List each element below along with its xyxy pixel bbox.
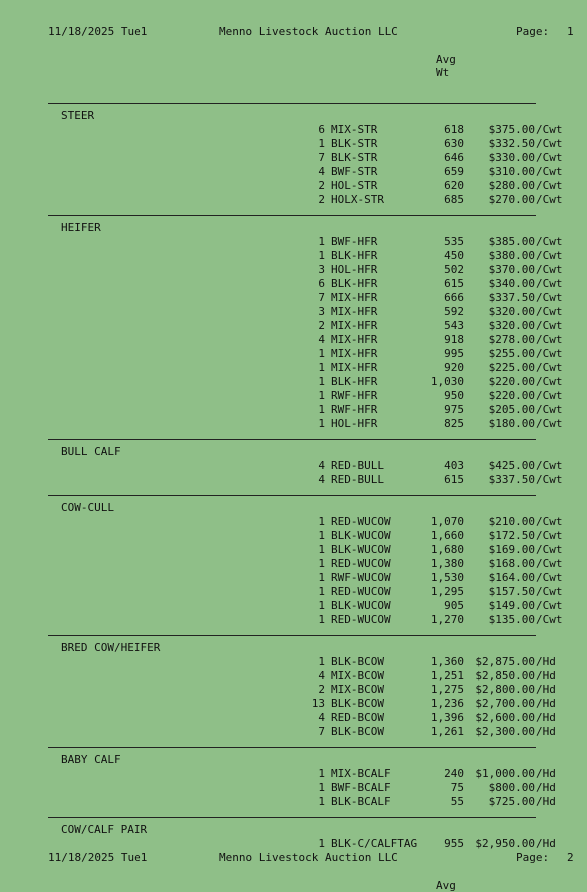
- avg-weight: 975: [444, 403, 464, 416]
- description: BLK-STR: [331, 151, 378, 164]
- footer-page-number: 2: [567, 851, 574, 864]
- price: $172.50: [488, 529, 535, 542]
- price: $220.00: [488, 375, 535, 388]
- description: MIX-BCOW: [331, 669, 384, 682]
- head-count: 1: [318, 557, 325, 570]
- head-count: 1: [318, 515, 325, 528]
- table-row: [0, 417, 587, 431]
- table-row: [0, 263, 587, 277]
- table-row: [0, 725, 587, 739]
- head-count: 1: [318, 137, 325, 150]
- description: MIX-BCOW: [331, 683, 384, 696]
- price: $800.00: [488, 781, 535, 794]
- head-count: 13: [311, 697, 325, 710]
- page-label: Page:: [516, 25, 550, 38]
- column-header-line2: Wt: [436, 66, 450, 79]
- price: $270.00: [488, 193, 535, 206]
- footer-company-name: Menno Livestock Auction LLC: [219, 851, 398, 864]
- head-count: 2: [318, 193, 325, 206]
- table-row: [0, 473, 587, 487]
- price: $337.50: [488, 291, 535, 304]
- company-name: Menno Livestock Auction LLC: [219, 25, 398, 38]
- table-row: [0, 137, 587, 151]
- price: $1,000.00: [475, 767, 535, 780]
- avg-weight: 543: [444, 319, 464, 332]
- price-unit: /Cwt: [536, 193, 563, 206]
- head-count: 1: [318, 417, 325, 430]
- avg-weight: 1,295: [430, 585, 464, 598]
- description: MIX-BCALF: [331, 767, 391, 780]
- avg-weight: 666: [444, 291, 464, 304]
- head-count: 2: [318, 319, 325, 332]
- price: $157.50: [488, 585, 535, 598]
- avg-weight: 618: [444, 123, 464, 136]
- price-unit: /Hd: [536, 655, 556, 668]
- avg-weight: 502: [444, 263, 464, 276]
- avg-weight: 1,030: [430, 375, 464, 388]
- price: $340.00: [488, 277, 535, 290]
- table-row: [0, 515, 587, 529]
- table-row: [0, 571, 587, 585]
- table-row: [0, 361, 587, 375]
- description: BLK-HFR: [331, 277, 378, 290]
- description: BLK-WUCOW: [331, 599, 391, 612]
- head-count: 4: [318, 473, 325, 486]
- avg-weight: 1,070: [430, 515, 464, 528]
- description: HOL-HFR: [331, 263, 378, 276]
- price-unit: /Cwt: [536, 375, 563, 388]
- avg-weight: 620: [444, 179, 464, 192]
- section-title: BRED COW/HEIFER: [61, 641, 161, 654]
- price-unit: /Cwt: [536, 291, 563, 304]
- section-divider: [48, 439, 536, 440]
- table-row: [0, 543, 587, 557]
- description: BWF-STR: [331, 165, 378, 178]
- price-unit: /Hd: [536, 767, 556, 780]
- table-row: [0, 669, 587, 683]
- description: MIX-HFR: [331, 319, 378, 332]
- footer-page-label: Page:: [516, 851, 550, 864]
- avg-weight: 1,660: [430, 529, 464, 542]
- head-count: 4: [318, 711, 325, 724]
- description: BLK-C/CALFTAG: [331, 837, 418, 850]
- avg-weight: 920: [444, 361, 464, 374]
- table-row: [0, 781, 587, 795]
- price-unit: /Cwt: [536, 557, 563, 570]
- price: $2,950.00: [475, 837, 535, 850]
- description: RED-BULL: [331, 473, 384, 486]
- avg-weight: 630: [444, 137, 464, 150]
- price-unit: /Cwt: [536, 613, 563, 626]
- avg-weight: 1,680: [430, 543, 464, 556]
- price: $135.00: [488, 613, 535, 626]
- description: RED-WUCOW: [331, 585, 391, 598]
- price: $330.00: [488, 151, 535, 164]
- section-title: BABY CALF: [61, 753, 121, 766]
- section-divider: [48, 747, 536, 748]
- avg-weight: 905: [444, 599, 464, 612]
- section-divider: [48, 103, 536, 104]
- description: MIX-HFR: [331, 361, 378, 374]
- description: RWF-WUCOW: [331, 571, 391, 584]
- table-row: [0, 459, 587, 473]
- report-date: 11/18/2025 Tue1: [48, 25, 148, 38]
- table-row: [0, 123, 587, 137]
- head-count: 6: [318, 123, 325, 136]
- table-row: [0, 277, 587, 291]
- section-title: STEER: [61, 109, 95, 122]
- table-row: [0, 319, 587, 333]
- price-unit: /Cwt: [536, 459, 563, 472]
- price-unit: /Cwt: [536, 403, 563, 416]
- price-unit: /Cwt: [536, 333, 563, 346]
- table-row: [0, 557, 587, 571]
- head-count: 1: [318, 781, 325, 794]
- head-count: 1: [318, 571, 325, 584]
- description: BLK-WUCOW: [331, 543, 391, 556]
- head-count: 4: [318, 669, 325, 682]
- head-count: 7: [318, 725, 325, 738]
- price: $180.00: [488, 417, 535, 430]
- price-unit: /Cwt: [536, 417, 563, 430]
- description: HOL-HFR: [331, 417, 378, 430]
- price-unit: /Hd: [536, 697, 556, 710]
- head-count: 1: [318, 375, 325, 388]
- head-count: 6: [318, 277, 325, 290]
- description: BLK-WUCOW: [331, 529, 391, 542]
- avg-weight: 659: [444, 165, 464, 178]
- description: BLK-HFR: [331, 249, 378, 262]
- price-unit: /Hd: [536, 837, 556, 850]
- avg-weight: 1,275: [430, 683, 464, 696]
- price-unit: /Cwt: [536, 543, 563, 556]
- head-count: 1: [318, 795, 325, 808]
- head-count: 1: [318, 767, 325, 780]
- table-row: [0, 711, 587, 725]
- price-unit: /Cwt: [536, 473, 563, 486]
- head-count: 4: [318, 165, 325, 178]
- price: $2,700.00: [475, 697, 535, 710]
- avg-weight: 403: [444, 459, 464, 472]
- price-unit: /Cwt: [536, 165, 563, 178]
- head-count: 7: [318, 291, 325, 304]
- head-count: 1: [318, 235, 325, 248]
- table-row: [0, 613, 587, 627]
- avg-weight: 918: [444, 333, 464, 346]
- price: $225.00: [488, 361, 535, 374]
- price-unit: /Cwt: [536, 305, 563, 318]
- head-count: 3: [318, 305, 325, 318]
- head-count: 4: [318, 333, 325, 346]
- description: BLK-BCOW: [331, 725, 384, 738]
- price-unit: /Cwt: [536, 235, 563, 248]
- avg-weight: 1,270: [430, 613, 464, 626]
- price-unit: /Hd: [536, 669, 556, 682]
- description: BWF-BCALF: [331, 781, 391, 794]
- section-divider: [48, 817, 536, 818]
- page-footer-header: [48, 851, 578, 865]
- page-header: [48, 25, 578, 39]
- head-count: 1: [318, 403, 325, 416]
- price-unit: /Hd: [536, 725, 556, 738]
- description: HOLX-STR: [331, 193, 384, 206]
- price-unit: /Hd: [536, 711, 556, 724]
- table-row: [0, 179, 587, 193]
- description: BLK-BCALF: [331, 795, 391, 808]
- price-unit: /Cwt: [536, 571, 563, 584]
- avg-weight: 1,380: [430, 557, 464, 570]
- price-unit: /Hd: [536, 795, 556, 808]
- price: $169.00: [488, 543, 535, 556]
- price-unit: /Cwt: [536, 515, 563, 528]
- price: $149.00: [488, 599, 535, 612]
- price-unit: /Cwt: [536, 389, 563, 402]
- price: $2,850.00: [475, 669, 535, 682]
- price: $220.00: [488, 389, 535, 402]
- price: $320.00: [488, 319, 535, 332]
- description: MIX-STR: [331, 123, 378, 136]
- table-row: [0, 333, 587, 347]
- section-title: COW-CULL: [61, 501, 114, 514]
- section-title: BULL CALF: [61, 445, 121, 458]
- avg-weight: 615: [444, 277, 464, 290]
- description: BLK-HFR: [331, 375, 378, 388]
- avg-weight: 450: [444, 249, 464, 262]
- avg-weight: 1,261: [430, 725, 464, 738]
- price: $425.00: [488, 459, 535, 472]
- avg-weight: 75: [450, 781, 464, 794]
- section-divider: [48, 215, 536, 216]
- price: $370.00: [488, 263, 535, 276]
- price-unit: /Cwt: [536, 151, 563, 164]
- price: $164.00: [488, 571, 535, 584]
- price: $2,600.00: [475, 711, 535, 724]
- description: MIX-HFR: [331, 333, 378, 346]
- head-count: 1: [318, 361, 325, 374]
- avg-weight: 825: [444, 417, 464, 430]
- avg-weight: 1,530: [430, 571, 464, 584]
- description: MIX-HFR: [331, 291, 378, 304]
- table-row: [0, 165, 587, 179]
- price-unit: /Cwt: [536, 137, 563, 150]
- section-title: COW/CALF PAIR: [61, 823, 148, 836]
- description: RED-BULL: [331, 459, 384, 472]
- price: $205.00: [488, 403, 535, 416]
- price: $2,800.00: [475, 683, 535, 696]
- head-count: 2: [318, 683, 325, 696]
- table-row: [0, 655, 587, 669]
- avg-weight: 55: [450, 795, 464, 808]
- price-unit: /Cwt: [536, 347, 563, 360]
- avg-weight: 240: [444, 767, 464, 780]
- description: HOL-STR: [331, 179, 378, 192]
- avg-weight: 995: [444, 347, 464, 360]
- avg-weight: 1,396: [430, 711, 464, 724]
- footer-column-header-line1: Avg: [436, 879, 456, 892]
- head-count: 4: [318, 459, 325, 472]
- table-row: [0, 375, 587, 389]
- description: BWF-HFR: [331, 235, 378, 248]
- avg-weight: 615: [444, 473, 464, 486]
- description: BLK-BCOW: [331, 697, 384, 710]
- price: $2,300.00: [475, 725, 535, 738]
- footer-report-date: 11/18/2025 Tue1: [48, 851, 148, 864]
- table-row: [0, 585, 587, 599]
- footer-avg-column-header: [436, 879, 456, 892]
- head-count: 2: [318, 179, 325, 192]
- price-unit: /Cwt: [536, 277, 563, 290]
- description: RED-WUCOW: [331, 515, 391, 528]
- price: $310.00: [488, 165, 535, 178]
- avg-weight: 1,360: [430, 655, 464, 668]
- head-count: 1: [318, 585, 325, 598]
- section-divider: [48, 495, 536, 496]
- avg-weight: 1,251: [430, 669, 464, 682]
- price: $337.50: [488, 473, 535, 486]
- head-count: 3: [318, 263, 325, 276]
- section-divider: [48, 635, 536, 636]
- head-count: 1: [318, 599, 325, 612]
- table-row: [0, 697, 587, 711]
- description: BLK-BCOW: [331, 655, 384, 668]
- avg-weight: 950: [444, 389, 464, 402]
- price: $385.00: [488, 235, 535, 248]
- avg-weight: 646: [444, 151, 464, 164]
- price: $168.00: [488, 557, 535, 570]
- price-unit: /Cwt: [536, 319, 563, 332]
- price: $255.00: [488, 347, 535, 360]
- price-unit: /Cwt: [536, 123, 563, 136]
- price-unit: /Cwt: [536, 179, 563, 192]
- column-header-line1: Avg: [436, 53, 456, 66]
- price: $375.00: [488, 123, 535, 136]
- head-count: 1: [318, 389, 325, 402]
- description: RWF-HFR: [331, 403, 378, 416]
- price-unit: /Cwt: [536, 599, 563, 612]
- table-row: [0, 599, 587, 613]
- price: $280.00: [488, 179, 535, 192]
- price-unit: /Hd: [536, 683, 556, 696]
- price-unit: /Cwt: [536, 361, 563, 374]
- table-row: [0, 235, 587, 249]
- price-unit: /Cwt: [536, 585, 563, 598]
- description: MIX-HFR: [331, 347, 378, 360]
- table-row: [0, 795, 587, 809]
- table-row: [0, 193, 587, 207]
- page-number: 1: [567, 25, 574, 38]
- table-row: [0, 151, 587, 165]
- price: $320.00: [488, 305, 535, 318]
- table-row: [0, 249, 587, 263]
- description: RED-WUCOW: [331, 557, 391, 570]
- price-unit: /Cwt: [536, 249, 563, 262]
- description: BLK-STR: [331, 137, 378, 150]
- description: RED-BCOW: [331, 711, 384, 724]
- table-row: [0, 529, 587, 543]
- table-row: [0, 347, 587, 361]
- description: RWF-HFR: [331, 389, 378, 402]
- head-count: 1: [318, 529, 325, 542]
- head-count: 1: [318, 837, 325, 850]
- avg-weight: 592: [444, 305, 464, 318]
- price: $210.00: [488, 515, 535, 528]
- table-row: [0, 837, 587, 851]
- section-title: HEIFER: [61, 221, 101, 234]
- table-row: [0, 305, 587, 319]
- price-unit: /Cwt: [536, 263, 563, 276]
- head-count: 1: [318, 347, 325, 360]
- price: $725.00: [488, 795, 535, 808]
- price: $332.50: [488, 137, 535, 150]
- avg-weight: 1,236: [430, 697, 464, 710]
- avg-wt-column-header: [436, 53, 456, 79]
- description: RED-WUCOW: [331, 613, 391, 626]
- price: $2,875.00: [475, 655, 535, 668]
- table-row: [0, 683, 587, 697]
- table-row: [0, 767, 587, 781]
- price: $278.00: [488, 333, 535, 346]
- price-unit: /Hd: [536, 781, 556, 794]
- avg-weight: 535: [444, 235, 464, 248]
- avg-weight: 685: [444, 193, 464, 206]
- head-count: 1: [318, 249, 325, 262]
- price: $380.00: [488, 249, 535, 262]
- head-count: 1: [318, 613, 325, 626]
- table-row: [0, 389, 587, 403]
- head-count: 1: [318, 655, 325, 668]
- head-count: 1: [318, 543, 325, 556]
- table-row: [0, 403, 587, 417]
- avg-weight: 955: [444, 837, 464, 850]
- table-row: [0, 291, 587, 305]
- price-unit: /Cwt: [536, 529, 563, 542]
- head-count: 7: [318, 151, 325, 164]
- description: MIX-HFR: [331, 305, 378, 318]
